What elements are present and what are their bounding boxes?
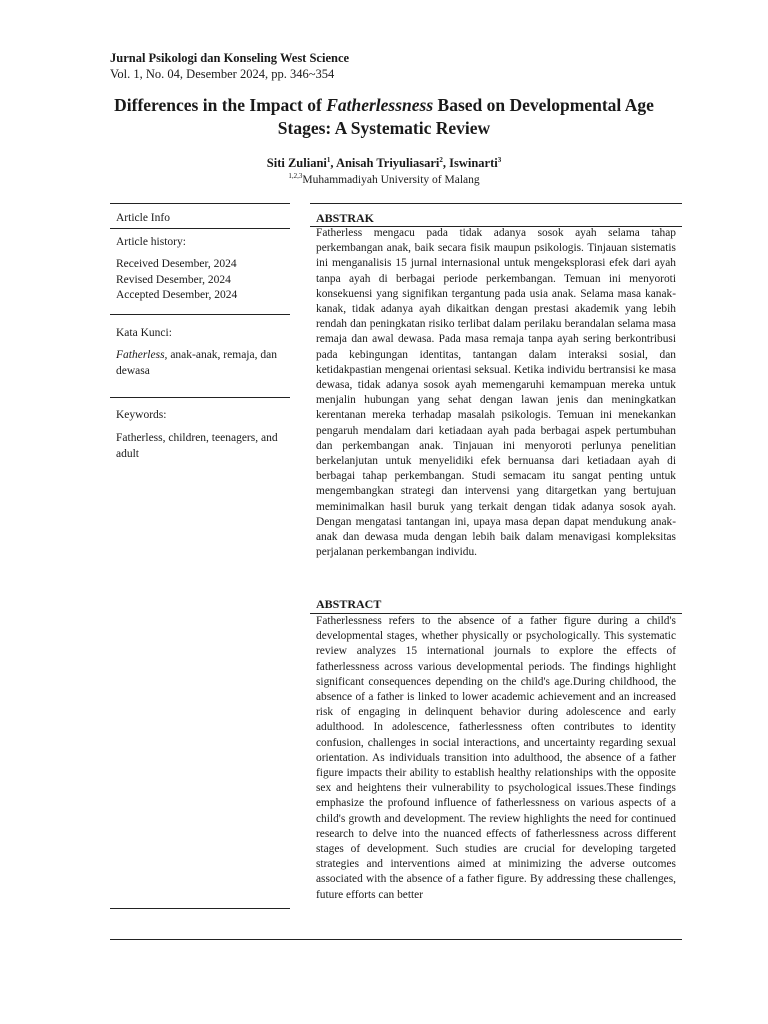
history-accepted: Accepted Desember, 2024 — [116, 289, 238, 301]
author-affil-mark: 2 — [439, 156, 443, 164]
affiliation-mark: 1,2,3 — [288, 172, 303, 180]
keywords-list: Fatherless, children, teenagers, and adult — [116, 432, 278, 460]
article-history-label: Article history: — [116, 236, 186, 248]
kata-kunci-rest: anak-anak, remaja, dan dewasa — [116, 349, 277, 377]
affiliation — [96, 172, 672, 186]
author-name: Iswinarti — [449, 156, 498, 171]
article-history — [116, 257, 284, 304]
author-name: Siti Zuliani — [266, 156, 327, 171]
title-emphasis: Fatherlessness — [326, 95, 434, 115]
keywords-label: Keywords: — [116, 409, 167, 421]
abstrak-heading: ABSTRAK — [316, 211, 375, 225]
kata-kunci-emphasis: Fatherless, — [116, 349, 168, 361]
left-rule-3 — [110, 314, 290, 315]
article-info-heading: Article Info — [116, 212, 170, 224]
left-rule-4 — [110, 397, 290, 398]
abstract-heading: ABSTRACT — [316, 597, 382, 611]
paper-title — [96, 94, 672, 140]
page-bottom-rule — [110, 939, 682, 940]
abstract-text: Fatherlessness refers to the absence of a father figure during a child's developmental stages, whether physically or psychologically. This systematic review analyzes 15 international journals to explore the effects of fatherlessness across various developmental periods. The findings highlight significant consequences depending on the child's age.During childhood, the absence of a father is linked to lower academic achievement and an increased risk of engaging in delinquent behavior during adolescence and early adulthood. In adolescence, fatherlessness often contributes to identity confusion, challenges in social interactions, and uncertainty regarding sexual orientation. As individuals transition into adulthood, the absence of a father figure impacts their ability to establish healthy relationships with the opposite sex and heightens their vulnerability to psychological issues.These findings emphasize the profound influence of fatherlessness on various aspects of a child's growth and development. The review highlights the need for continued research to delve into the nuanced effects of fatherlessness across different stages of development. Such studies are crucial for developing targeted strategies and interventions aimed at minimizing the adverse outcomes associated with the absence of a father figure. By addressing these challenges, future efforts can better — [316, 615, 676, 901]
title-part-2: Based on Developmental Age Stages: A Systematic Review — [277, 95, 654, 138]
left-bottom-rule — [110, 908, 290, 909]
history-received: Received Desember, 2024 — [116, 258, 237, 270]
author-affil-mark: 1 — [326, 156, 331, 164]
journal-header — [110, 50, 349, 82]
title-part-1: Differences in the Impact of — [114, 95, 327, 115]
affiliation-text: Muhammadiyah University of Malang — [302, 173, 480, 186]
right-top-rule — [310, 203, 682, 204]
kata-kunci-list — [116, 348, 284, 379]
author-affil-mark: 3 — [497, 156, 502, 164]
history-revised: Revised Desember, 2024 — [116, 273, 231, 286]
left-rule-2 — [110, 228, 290, 229]
author-list: Siti Zuliani$^1$, Anisah Triyuliasari$^2$, Iswinarti$^3$ — [266, 156, 502, 171]
author-name: Anisah Triyuliasari — [335, 156, 440, 171]
journal-name: Jurnal Psikologi dan Konseling West Science — [110, 51, 350, 65]
journal-volume-info: Vol. 1, No. 04, Desember 2024, pp. 346~354 — [110, 67, 335, 81]
kata-kunci-label: Kata Kunci: — [116, 327, 172, 339]
abstrak-text: Fatherless mengacu pada tidak adanya sosok ayah selama tahap perkembangan anak, baik secara fisik maupun psikologis. Tinjauan sistematis ini menganalisis 15 jurnal internasional untuk mengeksplorasi efek dari ayah tanpa ayah di berbagai periode perkembangan. Temuan ini menyoroti konsekuensi yang signifikan tergantung pada usia anak. Selama masa kanak-kanak, tidak adanya ayah dikaitkan dengan prestasi akademik yang lebih rendah dan peningkatan risiko terlibat dalam perilaku berandalan selama masa remaja dan awal dewasa. Pada masa remaja tanpa ayah sering berkontribusi pada kebingungan identitas, tantangan dalam interaksi sosial, dan ketidakpastian mengenai orientasi seksual. Ketika individu bertransisi ke masa dewasa, tidak adanya sosok ayah memengaruhi kemampuan mereka untuk menjalin hubungan yang sehat dengan lawan jenis dan meningkatkan kerentanan mereka terhadap masalah psikologis. Temuan ini menekankan pengaruh mendalam dari ketiadaan ayah pada berbagai aspek pertumbuhan dan perkembangan anak. Tinjauan ini menyoroti perlunya penelitian berkelanjutan untuk menyelidiki efek bernuansa dari ketiadaan ayah di berbagai tahap perkembangan. Studi semacam itu sangat penting untuk mengembangkan strategi dan intervensi yang ditargetkan yang bertujuan meminimalkan hasil buruk yang terkait dengan tidak adanya sosok ayah. Dengan mengatasi tantangan ini, upaya masa depan dapat mendukung anak-anak dan dewasa muda dengan lebih baik dalam menavigasi kompleksitas perjalanan perkembangan individu. — [316, 227, 676, 559]
left-top-rule — [110, 203, 290, 204]
